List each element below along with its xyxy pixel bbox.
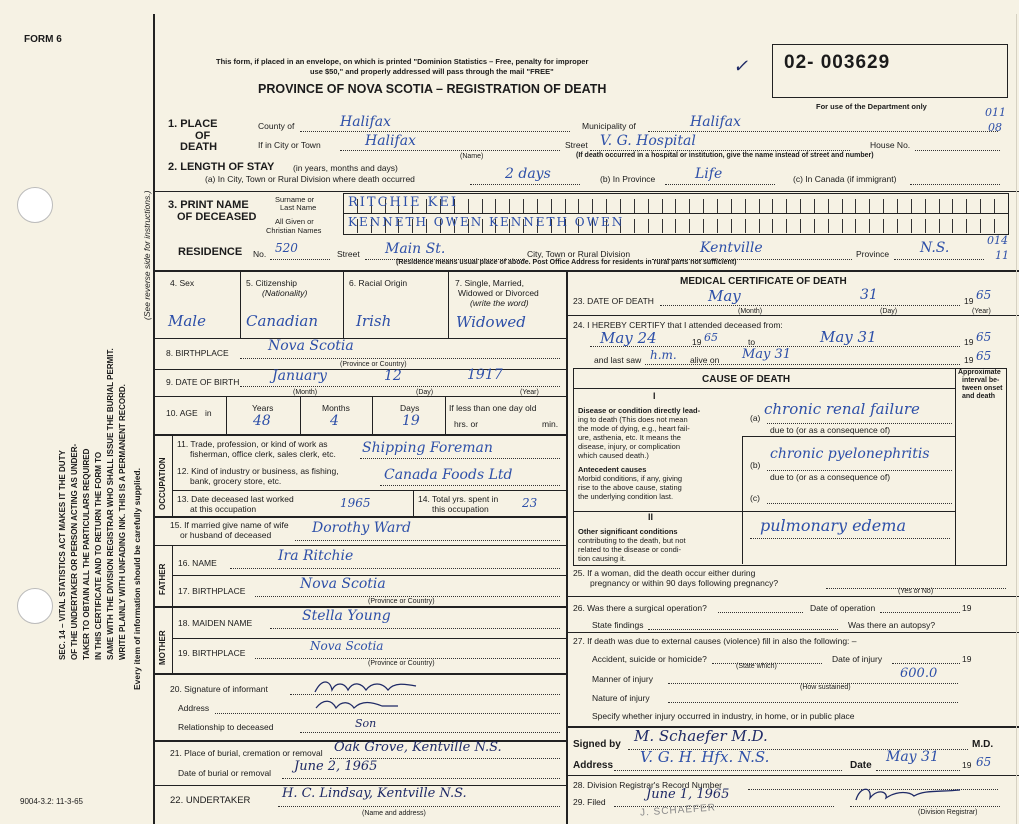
grid-cell-divider [925,199,926,213]
q29-label: 29. Filed [573,797,606,807]
grid-cell-divider [634,219,635,233]
mother-bp-sub: (Province or Country) [368,660,435,667]
grid-cell-divider [828,199,829,213]
marital-label-2: Widowed or Divorced [458,288,539,298]
dod-month: May [708,287,741,305]
origin-label: 6. Racial Origin [349,278,408,288]
part-two: II [648,512,654,522]
mother-birthplace-label: 19. BIRTHPLACE [178,648,246,658]
grid-cell-divider [966,219,967,233]
burial-date-label: Date of burial or removal [178,768,272,778]
grid-cell-divider [620,199,621,213]
other-label-3: related to the disease or condi- [578,545,681,554]
cause-heading: CAUSE OF DEATH [702,374,791,385]
municipality-label: Municipality of [582,121,636,131]
burial-place-label: 21. Place of burial, cremation or removal [170,748,323,758]
side-notice-2: OF THE UNDERTAKER OR PERSON ACTING AS UNDER- [70,443,79,660]
residence-label: RESIDENCE [178,246,243,258]
grid-cell-divider [468,199,469,213]
dod-day: 31 [860,287,878,303]
grid-cell-divider [495,199,496,213]
q27-label: 27. If death was due to external causes (violence) fill in also the following: – [573,636,857,646]
address-label: Address [573,760,614,771]
interval-label-2: interval be- [962,377,1000,384]
father-bp-sub: (Province or Country) [368,598,435,605]
other-label-1: Other significant conditions [578,527,678,536]
stay-b-value: Life [695,166,723,182]
direct-label-5: disease, injury, or complication [578,442,680,451]
occupation-side-label: OCCUPATION [158,457,167,510]
informant-address-sig [312,694,402,714]
grid-cell-divider [966,199,967,213]
stay-b-label: (b) In Province [600,174,656,184]
grid-cell-divider [606,199,607,213]
residence-code-2: 11 [995,249,1009,262]
notice-line-2: use $50," and properly addressed will pass through the mail "FREE" [310,67,554,76]
check-mark: ✓ [733,56,749,77]
q25-line-2: pregnancy or within 90 days following pregnancy? [590,578,779,588]
residence-no: 520 [275,241,298,255]
dob-year-sub: (Year) [520,389,539,396]
citizenship-label: 5. Citizenship [246,278,298,288]
stay-c-label: (c) In Canada (if immigrant) [793,174,897,184]
father-birthplace-value: Nova Scotia [300,576,386,592]
dept-use-label: For use of the Department only [816,102,927,111]
cause-b-value: chronic pyelonephritis [770,446,930,462]
grid-cell-divider [855,199,856,213]
to-label: to [748,337,756,347]
grid-cell-divider [717,199,718,213]
grid-cell-divider [939,199,940,213]
grid-cell-divider [662,199,663,213]
residence-street-label: Street [337,249,360,259]
place-label-2: OF [195,130,211,142]
father-name-label: 16. NAME [178,558,217,568]
filed-date: June 1, 1965 [646,787,730,802]
direct-label-1: Disease or condition directly lead- [578,406,701,415]
trade-value: Shipping Foreman [362,440,493,456]
undertaker-label: 22. UNDERTAKER [170,795,251,806]
mother-birthplace-value: Nova Scotia [310,639,384,653]
other-label-4: tion causing it. [578,554,626,563]
grid-cell-divider [883,199,884,213]
dob-day: 12 [384,368,402,384]
years-spent-label-2: this occupation [432,504,489,514]
part-one: I [653,391,656,401]
binder-hole-top [17,187,53,223]
dod-year: 65 [976,288,992,302]
to-year: 65 [976,330,992,344]
due-to-1: due to (or as a consequence of) [770,425,891,435]
burial-date-value: June 2, 1965 [294,759,378,774]
years-label: Years [252,403,274,413]
antecedent-label-1: Antecedent causes [578,465,647,474]
state-findings-label: State findings [592,620,644,630]
grid-cell-divider [703,199,704,213]
antecedent-label-3: rise to the above cause, stating [578,483,682,492]
stay-sub: (in years, months and days) [293,163,398,173]
alive-year: 65 [976,349,992,363]
last-saw-label: and last saw [594,355,642,365]
hrs-label: hrs. or [454,419,479,429]
birthplace-label: 8. BIRTHPLACE [166,348,229,358]
grid-cell-divider [814,199,815,213]
grid-cell-divider [980,199,981,213]
informant-address-label: Address [178,703,210,713]
hospital-value: V. G. Hospital [600,133,696,149]
notice-line-1: This form, if placed in an envelope, on which is printed "Dominion Statistics – Free, penalty for improper [216,57,589,66]
due-to-2: due to (or as a consequence of) [770,472,891,482]
side-notice-6: SAME WITH THE DIVISION REGISTRAR WHO SHALL ISSUE THE BURIAL PERMIT. [106,348,115,660]
operation-year-prefix: 19 [962,603,972,613]
grid-cell-divider [772,219,773,233]
yes-no-sub: (Yes or No) [898,588,934,595]
cause-a-value: chronic renal failure [764,400,920,418]
dob-year: 1917 [467,367,503,383]
physician-address: V. G. H. Hfx. N.S. [640,748,770,766]
grid-cell-divider [482,199,483,213]
informant-sig-label: 20. Signature of informant [170,684,268,694]
marital-label-1: 7. Single, Married, [455,278,524,288]
to-year-prefix: 19 [964,337,974,347]
form-left-border [153,14,155,824]
alive-on-date: May 31 [742,347,792,362]
last-worked-value: 1965 [340,496,371,510]
alive-on-label: alive on [690,355,720,365]
column-divider [566,270,568,824]
grid-cell-divider [869,219,870,233]
dod-label: 23. DATE OF DEATH [573,296,654,306]
accident-label: Accident, suicide or homicide? [592,654,707,664]
dod-month-sub: (Month) [738,308,763,315]
direct-label-6: which caused death.) [578,451,649,460]
from-year-prefix: 19 [692,337,702,347]
name-sub: (Name) [460,153,484,160]
date-of-operation-label: Date of operation [810,603,876,613]
months-label: Months [322,403,350,413]
grid-cell-divider [800,219,801,233]
alive-year-prefix: 19 [964,355,974,365]
other-conditions-value: pulmonary edema [760,516,906,535]
grid-cell-divider [662,219,663,233]
signed-by-value: M. Schaefer M.D. [634,727,768,745]
grid-cell-divider [759,199,760,213]
surname-value: RITCHIE KEI [348,195,458,210]
direct-label-3: the mode of dying, e.g., heart fail- [578,424,690,433]
hospital-note: (If death occurred in a hospital or institution, give the name instead of street and number) [576,152,874,159]
grid-cell-divider [731,219,732,233]
age-label: 10. AGE [166,408,198,418]
attended-from: May 24 [600,329,657,347]
grid-cell-divider [897,199,898,213]
grid-cell-divider [952,219,953,233]
print-name-label-2: OF DECEASED [177,211,257,223]
birthplace-value: Nova Scotia [268,338,354,354]
house-label: House No. [870,140,911,150]
other-label-2: contributing to the death, but not [578,536,686,545]
grid-cell-divider [980,219,981,233]
given-names-value: KENNETH OWEN KENNETH OWEN [348,215,625,229]
grid-cell-divider [703,219,704,233]
relationship-value: Son [355,717,377,730]
residence-city-label: City, Town or Rural Division [527,249,631,259]
birthplace-sub: (Province or Country) [340,361,407,368]
side-notice-7: WRITE PLAINLY WITH UNFADING INK. THIS IS A PERMANENT RECORD. [118,384,127,660]
dob-day-sub: (Day) [416,389,434,396]
grid-cell-divider [689,199,690,213]
dob-label: 9. DATE OF BIRTH [166,377,240,387]
residence-no-label: No. [253,249,267,259]
grid-cell-divider [786,219,787,233]
side-notice-8: Every item of information should be carefully supplied. [132,468,142,690]
grid-cell-divider [855,219,856,233]
father-name-value: Ira Ritchie [278,548,354,564]
residence-note: (Residence means usual place of abode. Post Office Address for residents in rural parts not sufficient) [396,259,737,266]
direct-label-4: ure, asthenia, etc. It means the [578,433,681,442]
street-label: Street [565,140,588,150]
form-title: PROVINCE OF NOVA SCOTIA – REGISTRATION OF DEATH [258,82,607,96]
surname-label-1: Surname or [275,195,315,204]
mother-maiden-label: 18. MAIDEN NAME [178,618,253,628]
manner-label: Manner of injury [592,674,653,684]
stay-label: 2. LENGTH OF STAY [168,161,275,173]
dob-month-sub: (Month) [293,389,318,396]
dod-year-sub: (Year) [972,308,991,315]
trade-label-2: fisherman, office clerk, sales clerk, etc. [190,449,336,459]
age-years: 48 [253,413,271,429]
min-label: min. [542,419,559,429]
print-name-label-1: 3. PRINT NAME [168,199,249,211]
grid-cell-divider [897,219,898,233]
municipality-value: Halifax [690,114,741,130]
injury-year-prefix: 19 [962,654,972,664]
father-birthplace-label: 17. BIRTHPLACE [178,586,246,596]
industry-label-1: 12. Kind of industry or business, as fishing, [177,466,339,476]
stay-a-label: (a) In City, Town or Rural Division where death occurred [205,174,415,184]
days-label: Days [400,403,420,413]
undertaker-value: H. C. Lindsay, Kentville N.S. [282,786,467,801]
grid-cell-divider [952,199,953,213]
registrar-sub: (Division Registrar) [918,809,978,816]
side-notice-1: SEC. 14 – VITAL STATISTICS ACT MAKES IT THE DUTY [58,450,67,660]
date-label: Date [850,760,872,771]
years-spent-label-1: 14. Total yrs. spent in [418,494,499,504]
mother-maiden-value: Stella Young [302,608,391,624]
grid-cell-divider [745,219,746,233]
from-year: 65 [704,331,718,344]
grid-cell-divider [717,219,718,233]
form-number: FORM 6 [24,34,62,45]
grid-cell-divider [994,219,995,233]
burial-place-value: Oak Grove, Kentville N.S. [334,740,502,755]
citizenship-value: Canadian [246,312,319,330]
grid-cell-divider [578,199,579,213]
autopsy-label: Was there an autopsy? [848,620,936,630]
grid-cell-divider [814,219,815,233]
city-label: If in City or Town [258,140,321,150]
grid-cell-divider [911,199,912,213]
stamp-number: 600.0 [900,666,938,681]
grid-cell-divider [883,219,884,233]
q28-label: 28. Division Registrar's Record Number [573,780,723,790]
antecedent-label-2: Morbid conditions, if any, giving [578,474,683,483]
specify-label: Specify whether injury occurred in industry, in home, or in public place [592,711,855,721]
grid-cell-divider [828,219,829,233]
given-label-2: Christian Names [266,226,322,235]
side-notice-4: IN THIS CERTIFICATE AND TO RETURN THE FORM TO [94,451,103,660]
grid-cell-divider [675,199,676,213]
relationship-label: Relationship to deceased [178,722,274,732]
citizenship-sub: (Nationality) [262,288,308,298]
grid-cell-divider [634,199,635,213]
side-notice-3: TAKER TO OBTAIN ALL THE PARTICULARS REQUIRED [82,448,91,660]
grid-cell-divider [551,199,552,213]
lt-day-label: If less than one day old [449,403,537,413]
grid-cell-divider [800,199,801,213]
physician-stamp: J. SCHAEFER [639,802,717,819]
trade-label-1: 11. Trade, profession, or kind of work as [177,439,328,449]
county-label: County of [258,121,295,131]
grid-cell-divider [869,199,870,213]
age-months: 4 [330,413,339,429]
q25-line-1: 25. If a woman, did the death occur either during [573,568,756,578]
state-which-sub: (State which) [736,663,777,670]
wife-value: Dorothy Ward [312,520,411,536]
certify-label: 24. I HEREBY CERTIFY that I attended deceased from: [573,320,783,330]
grid-cell-divider [689,219,690,233]
residence-street: Main St. [385,241,446,257]
grid-cell-divider [842,219,843,233]
place-label-1: 1. PLACE [168,118,218,130]
cause-c-label: (c) [750,493,760,503]
years-spent-value: 23 [522,496,538,510]
last-saw-time: h.m. [650,348,677,362]
nature-label: Nature of injury [592,693,650,703]
residence-province-label: Province [856,249,890,259]
grid-cell-divider [565,199,566,213]
stay-a-value: 2 days [505,166,551,182]
interval-label-4: and death [962,393,996,400]
cause-a-label: (a) [750,413,761,423]
age-in: in [205,408,212,418]
antecedent-label-4: the underlying condition last. [578,492,674,501]
q26-label: 26. Was there a surgical operation? [573,603,707,613]
city-value: Halifax [365,133,416,149]
grid-cell-divider [925,219,926,233]
residence-province: N.S. [920,240,950,256]
grid-cell-divider [772,199,773,213]
signed-date: May 31 [886,749,939,765]
interval-label-3: tween onset [962,385,1003,392]
grid-cell-divider [731,199,732,213]
footer-code: 9004-3.2: 11-3-65 [20,797,84,806]
grid-cell-divider [842,199,843,213]
sex-label: 4. Sex [170,278,195,288]
cause-b-label: (b) [750,460,761,470]
binder-hole-bottom [17,588,53,624]
residence-city: Kentville [700,240,763,256]
grid-cell-divider [648,199,649,213]
grid-cell-divider [523,199,524,213]
grid-cell-divider [911,219,912,233]
industry-label-2: bank, grocery store, etc. [190,476,282,486]
signed-year: 65 [976,755,992,769]
dept-code-1: 011 [985,106,1006,119]
residence-code-1: 014 [987,234,1008,247]
wife-label-2: or husband of deceased [180,530,272,540]
last-worked-label-1: 13. Date deceased last worked [177,494,294,504]
interval-label-1: Approximate [958,369,1001,376]
grid-cell-divider [786,199,787,213]
date-injury-label: Date of injury [832,654,883,664]
grid-cell-divider [745,199,746,213]
signed-year-prefix: 19 [962,760,972,770]
dob-month: January [272,368,327,384]
undertaker-sub: (Name and address) [362,810,426,817]
direct-label-2: ing to death (This does not mean [578,415,688,424]
mother-side-label: MOTHER [158,630,167,665]
dept-code-2: 08 [988,121,1002,134]
father-side-label: FATHER [158,563,167,595]
registration-number: 02- 003629 [784,52,891,73]
side-notice-9: (See reverse side for instructions.) [142,190,152,320]
md-label: M.D. [972,739,994,750]
grid-cell-divider [648,219,649,233]
origin-value: Irish [356,312,392,330]
grid-cell-divider [509,199,510,213]
wife-label-1: 15. If married give name of wife [170,520,289,530]
registrar-signature [850,782,970,806]
grid-cell-divider [994,199,995,213]
attended-to: May 31 [820,328,877,346]
signed-by-label: Signed by [573,739,621,750]
given-label-1: All Given or [275,217,314,226]
sex-value: Male [168,312,206,330]
last-worked-label-2: at this occupation [190,504,257,514]
grid-cell-divider [939,219,940,233]
age-days: 19 [402,413,420,429]
grid-cell-divider [592,199,593,213]
grid-cell-divider [675,219,676,233]
place-label-3: DEATH [180,141,218,153]
grid-cell-divider [759,219,760,233]
marital-label-3: (write the word) [470,298,529,308]
industry-value: Canada Foods Ltd [384,467,513,483]
dod-day-sub: (Day) [880,308,898,315]
marital-value: Widowed [456,313,526,331]
county-value: Halifax [340,114,391,130]
medical-heading: MEDICAL CERTIFICATE OF DEATH [680,276,847,287]
grid-cell-divider [537,199,538,213]
surname-label-2: Last Name [280,203,317,212]
how-sustained-sub: (How sustained) [800,684,851,691]
dod-year-prefix: 19 [964,296,974,306]
